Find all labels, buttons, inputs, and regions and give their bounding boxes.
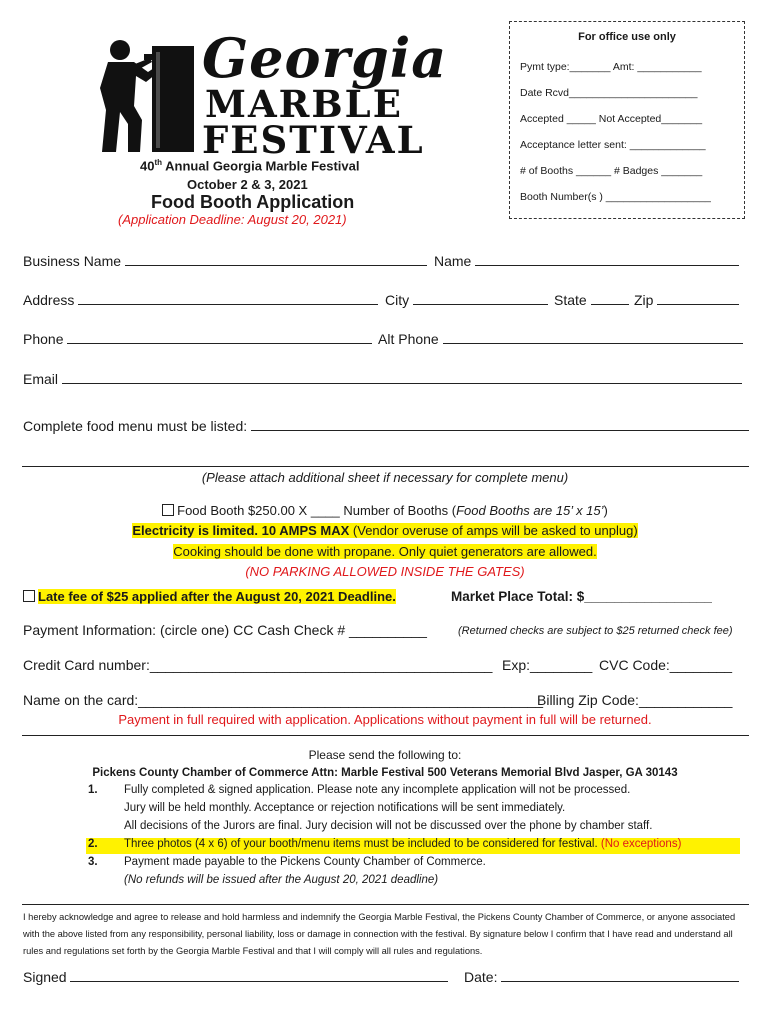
food-menu-field[interactable]: Complete food menu must be listed:	[23, 418, 749, 434]
name-on-card-field[interactable]: Name on the card:____________________________________________________	[23, 692, 544, 708]
address-field[interactable]: Address	[23, 292, 378, 308]
returned-check-note: (Returned checks are subject to $25 returned check fee)	[458, 625, 733, 637]
name-field[interactable]: Name	[434, 253, 739, 269]
application-deadline: (Application Deadline: August 20, 2021)	[118, 212, 347, 227]
date-field[interactable]: Date:	[464, 969, 739, 985]
credit-card-number-field[interactable]: Credit Card number:____________________________________________	[23, 657, 493, 673]
state-field[interactable]: State	[554, 292, 629, 308]
section-divider	[22, 904, 749, 905]
late-fee-line: Late fee of $25 applied after the August 20, 2021 Deadline.	[23, 589, 396, 604]
acceptance-letter-line: Acceptance letter sent: _____________	[520, 139, 706, 151]
market-place-total[interactable]: Market Place Total: $_________________	[451, 589, 712, 604]
food-booth-line: Food Booth $250.00 X ____ Number of Booths (Food Booths are 15’ x 15’)	[0, 503, 770, 518]
festival-dates: October 2 & 3, 2021	[187, 177, 308, 192]
office-use-title: For office use only	[578, 31, 676, 43]
signature-field[interactable]: Signed	[23, 969, 448, 985]
late-fee-checkbox[interactable]	[23, 590, 35, 602]
sculptor-silhouette-icon	[90, 28, 200, 156]
logo-festival-text: FESTIVAL	[202, 118, 425, 162]
business-name-field[interactable]: Business Name	[23, 253, 427, 269]
cvc-field[interactable]: CVC Code:________	[599, 657, 733, 673]
mailing-address: Pickens County Chamber of Commerce Attn: Marble Festival 500 Veterans Memorial Blvd Jasper, GA 30143	[92, 767, 678, 779]
attach-sheet-note: (Please attach additional sheet if necessary for complete menu)	[201, 470, 569, 485]
payment-required-notice: Payment in full required with application. Applications without payment in full will be returned.	[118, 712, 652, 727]
festival-logo	[90, 26, 448, 162]
payment-information[interactable]: Payment Information: (circle one) CC Cash Check # __________	[23, 622, 427, 638]
annual-festival-heading: 40th Annual Georgia Marble Festival	[140, 158, 360, 174]
electricity-notice: Electricity is limited. 10 AMPS MAX (Vendor overuse of amps will be asked to unplug)	[132, 523, 638, 538]
zip-field[interactable]: Zip	[634, 292, 739, 308]
office-use-box	[509, 21, 745, 219]
expiration-field[interactable]: Exp:________	[502, 657, 593, 673]
section-divider	[22, 735, 749, 736]
logo-georgia-text: Georgia	[202, 26, 448, 90]
date-received-line: Date Rcvd______________________	[520, 87, 698, 99]
page-title: Food Booth Application	[151, 192, 355, 212]
billing-zip-field[interactable]: Billing Zip Code:____________	[537, 692, 733, 708]
city-field[interactable]: City	[385, 292, 548, 308]
release-acknowledgement: I hereby acknowledge and agree to release and hold harmless and indemnify the Georgia Marble Festival, the Pickens County Chamber of Commerce, or anyone associated with the above listed from any responsibility, personal liability, loss or damage in connection with the festival. By signature below I confirm that I have read and understand all rules and regulations set forth by the Georgia Marble Festival and that I will comply will all rules and regulations.	[23, 912, 736, 956]
logo-marble-text: MARBLE	[205, 82, 403, 126]
send-intro: Please send the following to:	[308, 748, 462, 762]
list-item: 2. Three photos (4 x 6) of your booth/menu items must be included to be considered for festival. (No exceptions)	[86, 838, 740, 854]
menu-continuation-line[interactable]	[22, 466, 749, 467]
payment-type-line: Pymt type:_______ Amt: ___________	[520, 61, 702, 73]
accepted-line: Accepted _____ Not Accepted_______	[520, 113, 703, 125]
booth-numbers-line: Booth Number(s ) __________________	[520, 191, 711, 203]
cooking-notice: Cooking should be done with propane. Only quiet generators are allowed.	[173, 544, 597, 559]
alt-phone-field[interactable]: Alt Phone	[378, 331, 743, 347]
booths-badges-line: # of Booths ______ # Badges _______	[520, 165, 703, 177]
food-booth-checkbox[interactable]	[162, 504, 174, 516]
phone-field[interactable]: Phone	[23, 331, 372, 347]
no-parking-notice: (NO PARKING ALLOWED INSIDE THE GATES)	[245, 564, 525, 579]
email-field[interactable]: Email	[23, 371, 742, 387]
